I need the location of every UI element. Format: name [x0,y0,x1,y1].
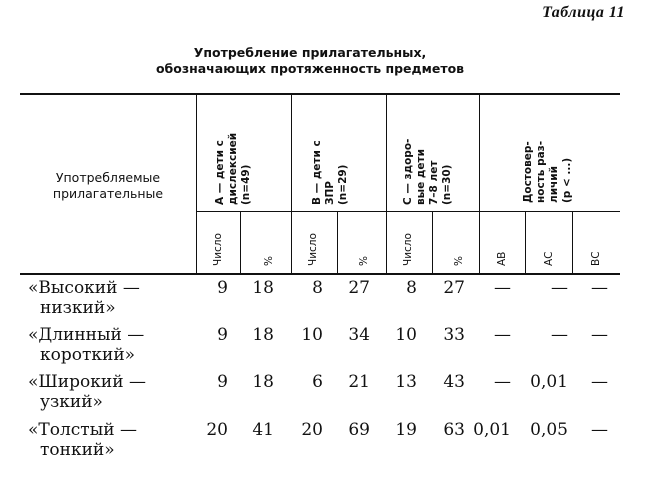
row-label-line-2: низкий» [40,298,116,318]
row-label [28,420,137,460]
table-cell: 27 [443,278,465,298]
table-cell: 43 [443,372,465,392]
col-rule-c [386,93,387,274]
subheader-b-percent: % [358,256,370,266]
table-cell: 9 [217,278,228,298]
col-rule-b [291,93,292,274]
group-header-b: В — дети с ЗПР (n=29) [311,140,349,205]
group-header-c: С — здоро- вые дети 7–8 лет (n=30) [402,138,453,205]
table-cell: 34 [348,325,370,345]
table-title [100,45,520,77]
table-cell: — [551,278,568,298]
table-cell: — [591,278,608,298]
top-rule [20,93,620,95]
row-label-line-2: тонкий» [40,440,115,460]
table-cell: 0,05 [530,420,568,440]
group-rule [196,211,620,212]
table-cell: 33 [443,325,465,345]
table-cell: 18 [252,372,274,392]
group-header-a: А — дети с дислексией (n=49) [214,132,252,205]
subheader-c-percent: % [453,256,465,266]
table-cell: — [494,278,511,298]
table-number: Таблица 11 [542,4,625,21]
table-cell: 0,01 [530,372,568,392]
subheader-a-count: Число [212,233,224,266]
table-cell: 63 [443,420,465,440]
table-cell: 13 [395,372,417,392]
row-label [28,372,146,412]
table-cell: 0,01 [473,420,511,440]
table-cell: 20 [301,420,323,440]
table-cell: 19 [395,420,417,440]
table-cell: 18 [252,325,274,345]
subheader-bc: ВС [590,251,602,266]
subheader-a-percent: % [263,256,275,266]
col-rule-a-mid [240,211,241,274]
col-rule-ab [525,211,526,274]
title-line-2: обозначающих протяженность предметов [155,61,465,76]
row-label [28,278,140,318]
table-cell: 69 [348,420,370,440]
row-header-line-1: Употребляемые [55,170,161,185]
table-cell: 9 [217,325,228,345]
table-cell: 20 [206,420,228,440]
reliability-header: Достовер- ность раз- личий (р < ...) [522,140,573,203]
col-rule-ac [572,211,573,274]
row-header-line-2: прилагательные [52,186,164,201]
table-cell: 27 [348,278,370,298]
col-rule-c-mid [432,211,433,274]
row-label-line-2: узкий» [40,392,103,412]
table-cell: — [494,325,511,345]
table-cell: 8 [406,278,417,298]
table-cell: 8 [312,278,323,298]
row-label-line-1: «Толстый — [28,420,137,440]
col-rule-rel [479,93,480,274]
row-header [28,170,188,202]
table-cell: — [591,325,608,345]
col-rule-b-mid [337,211,338,274]
table-cell: 10 [301,325,323,345]
row-label-line-1: «Широкий — [28,372,146,392]
subheader-ab: АВ [496,251,508,266]
table-cell: 41 [252,420,274,440]
title-line-1: Употребление прилагательных, [193,45,427,60]
subheader-ac: АС [543,251,555,266]
row-label-line-1: «Высокий — [28,278,140,298]
header-bottom-rule [20,273,620,275]
table-cell: — [551,325,568,345]
row-label-line-1: «Длинный — [28,325,145,345]
col-rule-a [196,93,197,274]
row-label-line-2: короткий» [40,345,136,365]
table-cell: — [591,420,608,440]
table-cell: 21 [348,372,370,392]
table-cell: — [591,372,608,392]
table-cell: 18 [252,278,274,298]
table-cell: 10 [395,325,417,345]
table-cell: 9 [217,372,228,392]
subheader-c-count: Число [402,233,414,266]
subheader-b-count: Число [307,233,319,266]
row-label [28,325,144,365]
table-cell: — [494,372,511,392]
table-cell: 6 [312,372,323,392]
